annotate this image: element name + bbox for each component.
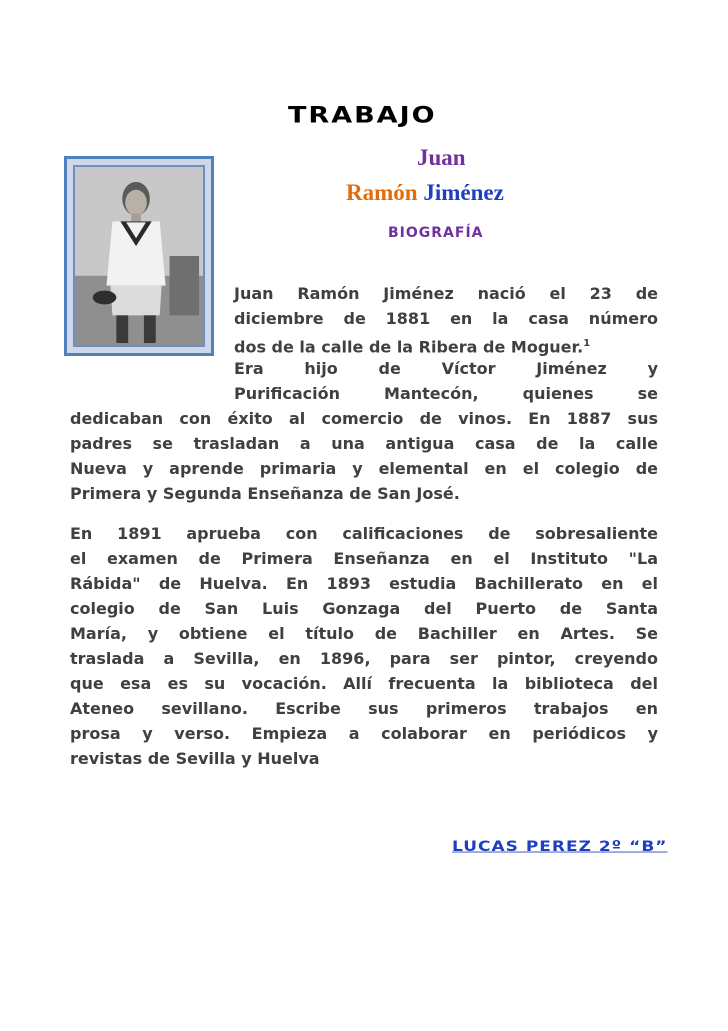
- subject-first-name: Juan: [417, 145, 466, 170]
- portrait-photo: [64, 156, 214, 356]
- text-line: dos de la calle de la Ribera de Moguer.: [234, 337, 584, 357]
- text-line: Primera y Segunda Enseñanza de San José.: [70, 484, 460, 503]
- subject-second-name: Ramón: [346, 180, 418, 205]
- subject-surnames: [346, 180, 504, 206]
- text-line: traslada a Sevilla, en 1896, para ser pintor, creyendo: [70, 649, 658, 668]
- text-line: diciembre de 1881 en la casa número: [234, 309, 658, 328]
- page-title: TRABAJO: [288, 103, 437, 129]
- text-line: el examen de Primera Enseñanza en el Instituto "La: [70, 549, 658, 568]
- portrait-image: [73, 165, 205, 347]
- text-line: Era hijo de Víctor Jiménez y: [234, 359, 658, 378]
- text-line: María, y obtiene el título de Bachiller en Artes. Se: [70, 624, 658, 643]
- author-signature: LUCAS PEREZ 2º “B”: [452, 838, 668, 855]
- text-line: prosa y verso. Empieza a colaborar en periódicos y: [70, 724, 658, 743]
- boy-portrait-illustration: [75, 167, 203, 345]
- text-line: que esa es su vocación. Allí frecuenta la biblioteca del: [70, 674, 658, 693]
- text-line: Juan Ramón Jiménez nació el 23 de: [234, 284, 658, 303]
- text-line: revistas de Sevilla y Huelva: [70, 749, 320, 768]
- subject-surname: Jiménez: [423, 180, 504, 205]
- text-line: padres se trasladan a una antigua casa de la calle: [70, 434, 658, 453]
- text-line: Rábida" de Huelva. En 1893 estudia Bachillerato en el: [70, 574, 658, 593]
- text-line: dedicaban con éxito al comercio de vinos. En 1887 sus: [70, 409, 658, 428]
- section-subheading: BIOGRAFÍA: [388, 225, 484, 241]
- text-line: Ateneo sevillano. Escribe sus primeros trabajos en: [70, 699, 658, 718]
- text-line: Nueva y aprende primaria y elemental en el colegio de: [70, 459, 658, 478]
- footnote-marker: 1: [583, 338, 591, 349]
- text-line: colegio de San Luis Gonzaga del Puerto de Santa: [70, 599, 658, 618]
- text-line: En 1891 aprueba con calificaciones de sobresaliente: [70, 524, 658, 543]
- text-line: Purificación Mantecón, quienes se: [234, 384, 658, 403]
